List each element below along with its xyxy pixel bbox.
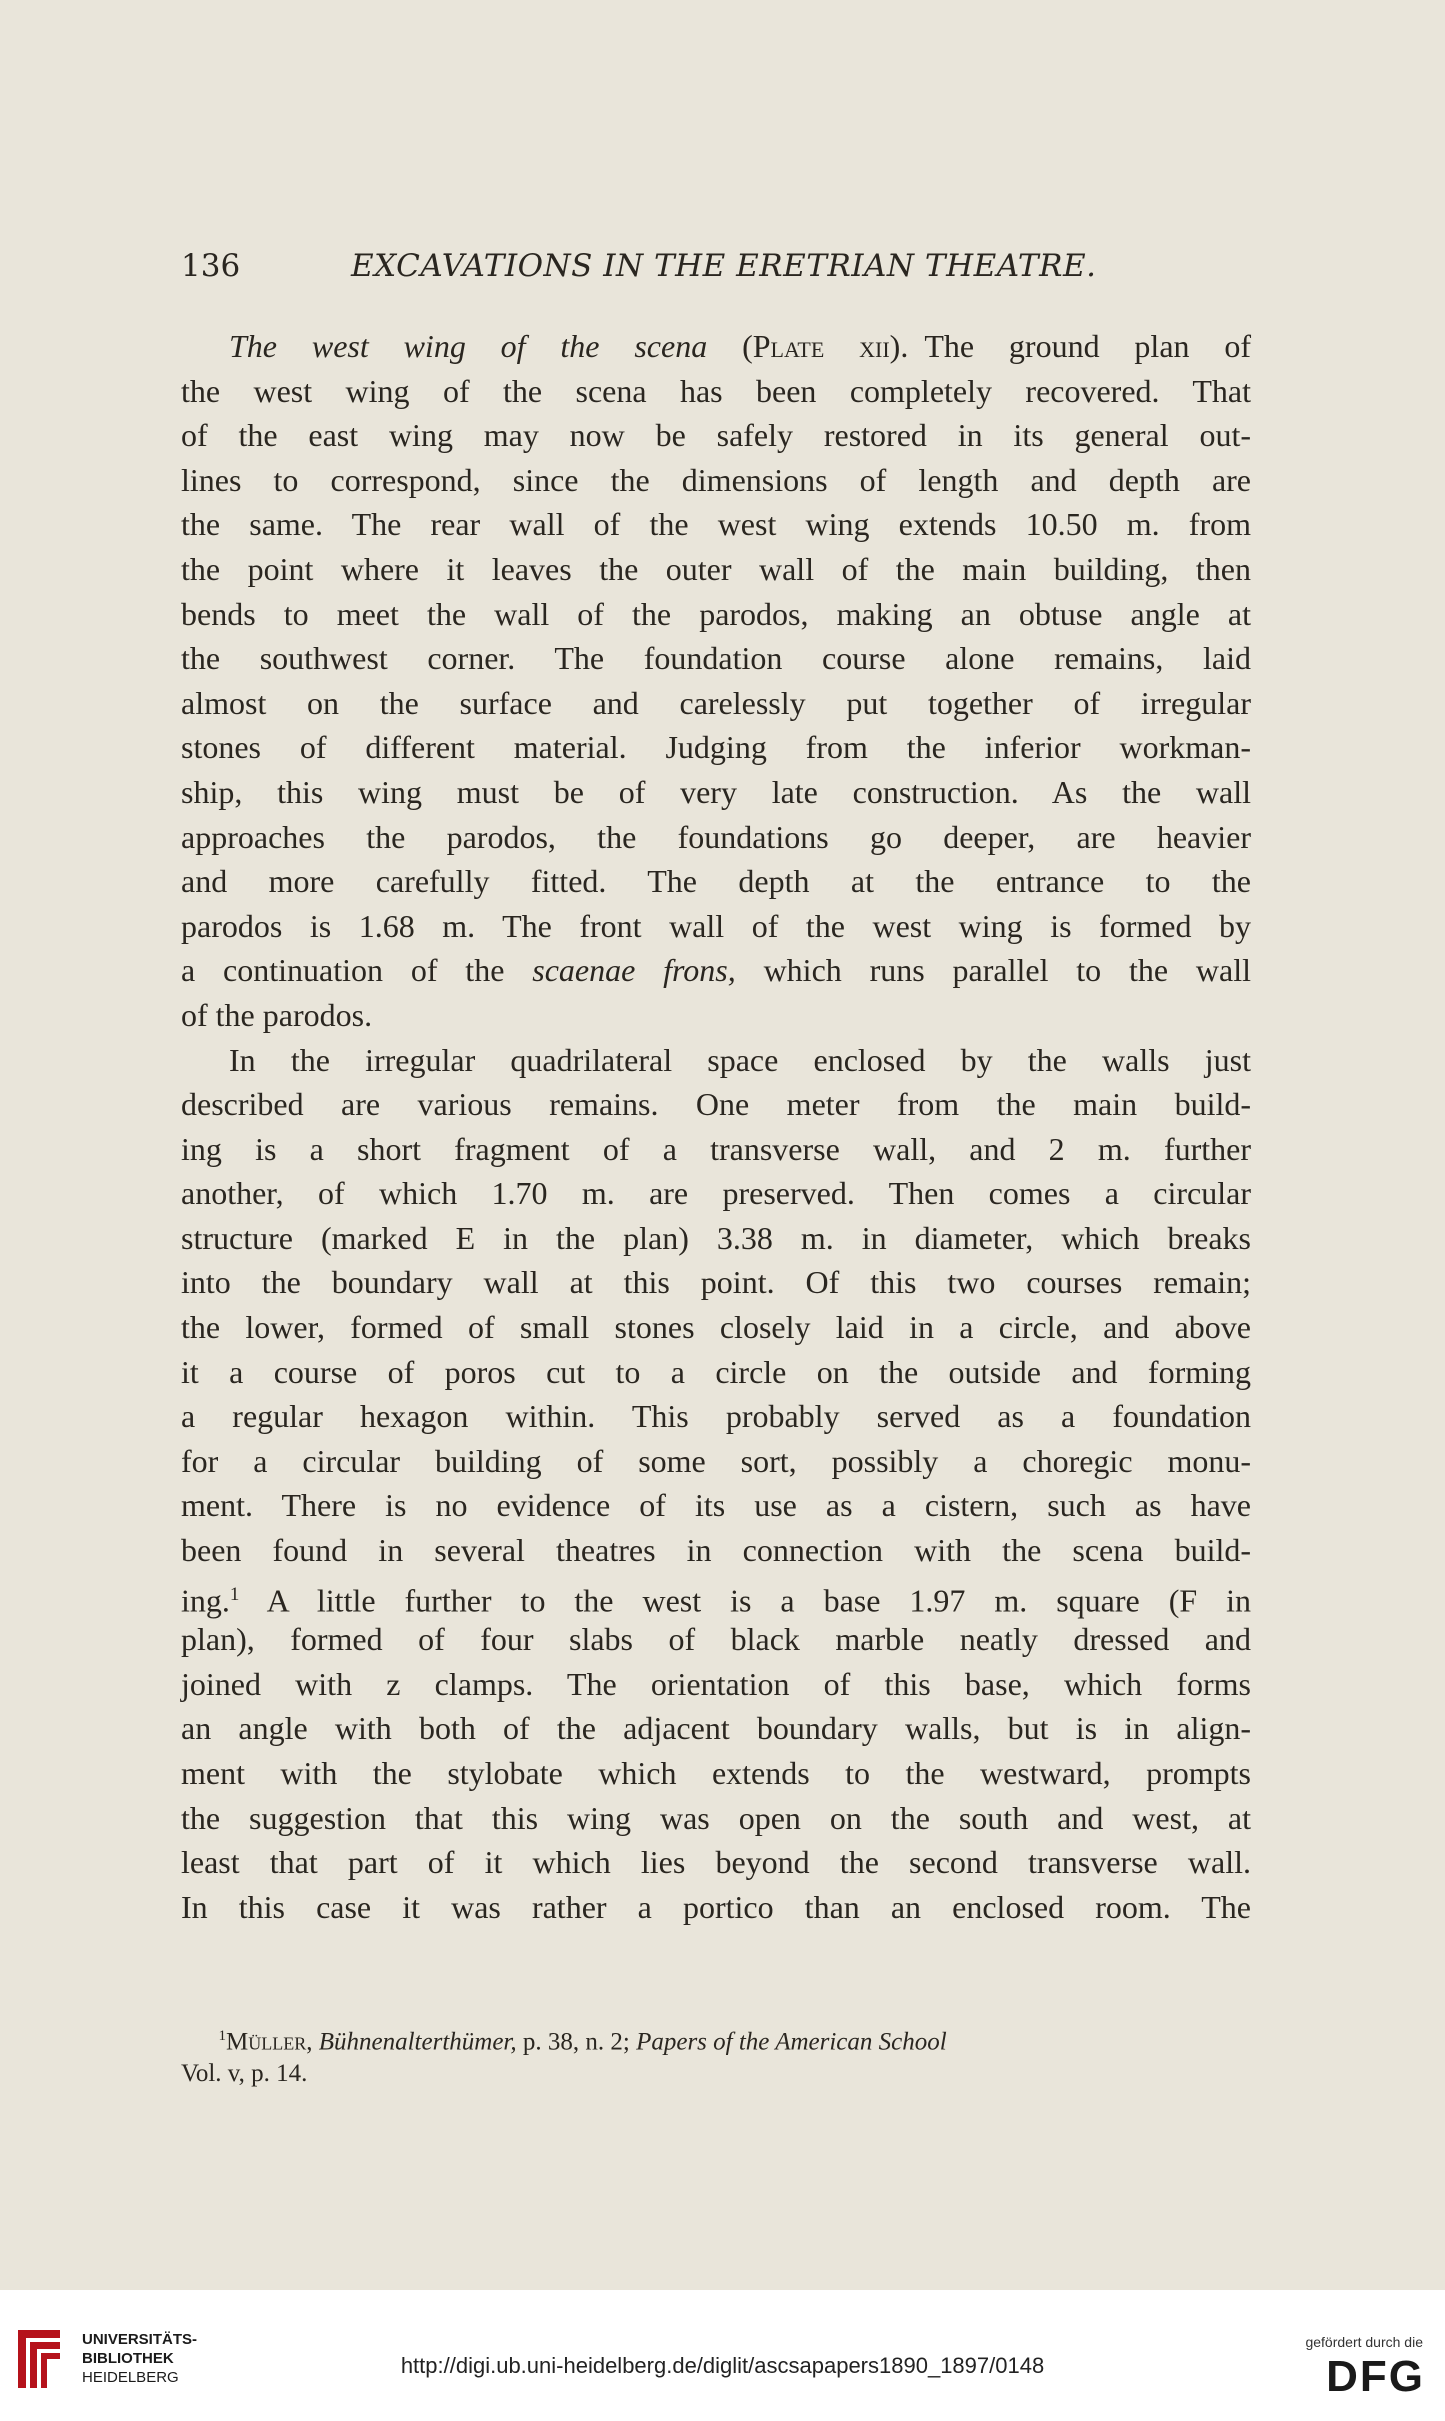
text-line: lines to correspond, since the dimensions of length and depth are [181, 461, 1251, 498]
text-line: ship, this wing must be of very late construction. As the wall [181, 773, 1251, 810]
text-line: joined with z clamps. The orientation of this base, which forms [181, 1665, 1251, 1702]
text-line: a continuation of the scaenae frons, which runs parallel to the wall [181, 952, 1252, 989]
text-line: ment. There is no evidence of its use as a cistern, such as have [181, 1487, 1251, 1524]
plate-reference: (Plate xii). [742, 328, 909, 364]
text-line: been found in several theatres in connection with the scena build- [181, 1532, 1251, 1569]
text-line: an angle with both of the adjacent boundary walls, but is in align- [181, 1710, 1251, 1747]
digitization-footer [0, 2290, 1445, 2421]
text-line: of the east wing may now be safely restored in its general out- [181, 417, 1251, 454]
text-line: a regular hexagon within. This probably served as a foundation [181, 1398, 1251, 1435]
footnote-number: 1 [218, 2028, 226, 2044]
text-line: approaches the parodos, the foundations go deeper, are heavier [181, 818, 1251, 855]
footnote-marker: 1 [229, 1583, 240, 1605]
section-lead: The west wing of the scena [229, 328, 708, 364]
funded-by-label: gefördert durch die [1305, 2334, 1423, 2350]
text-line: and more carefully fitted. The depth at the entrance to the [181, 863, 1251, 900]
footnote-author: Müller, [226, 2028, 313, 2056]
text-line: bends to meet the wall of the parodos, making an obtuse angle at [181, 595, 1251, 632]
text-line: it a course of poros cut to a circle on the outside and forming [181, 1353, 1251, 1390]
text-line: least that part of it which lies beyond the second transverse wall. [181, 1844, 1251, 1881]
footnote-work: Bühnenalterthümer, [318, 2028, 517, 2056]
text-line: another, of which 1.70 m. are preserved. Then comes a circular [181, 1175, 1251, 1212]
permalink[interactable]: http://digi.ub.uni-heidelberg.de/diglit/ascsapapers1890_1897/0148 [400, 2353, 1045, 2378]
paragraph-west-wing [181, 324, 1251, 1038]
text-line: ing.$^1$ A little further to the west is a base 1.97 m. square (F in [181, 1582, 1251, 1619]
text-line: In the irregular quadrilateral space enclosed by the walls just [229, 1041, 1251, 1078]
paragraph-quadrilateral [181, 1038, 1251, 1930]
text-line: the point where it leaves the outer wall of the main building, then [181, 550, 1251, 587]
text-line: into the boundary wall at this point. Of this two courses remain; [181, 1264, 1251, 1301]
footnote [181, 2020, 1251, 2090]
text-line: for a circular building of some sort, possibly a choregic monu- [181, 1442, 1251, 1479]
running-title: EXCAVATIONS IN THE ERETRIAN THEATRE. [351, 248, 1097, 284]
text-line: the same. The rear wall of the west wing extends 10.50 m. from [181, 506, 1251, 543]
text-line: The west wing of the scena (Plate xii). The ground plan of [229, 328, 1252, 364]
text-line: ment with the stylobate which extends to the westward, prompts [181, 1755, 1251, 1791]
text-line: the west wing of the scena has been completely recovered. That [181, 372, 1251, 409]
footnote-line [181, 2020, 1251, 2058]
text-line: the lower, formed of small stones closely laid in a circle, and above [181, 1309, 1251, 1346]
text-line: the suggestion that this wing was open on the south and west, at [181, 1799, 1251, 1836]
text-line: parodos is 1.68 m. The front wall of the west wing is formed by [181, 907, 1251, 944]
text-line: almost on the surface and carelessly put together of irregular [181, 684, 1251, 721]
text-line: the southwest corner. The foundation course alone remains, laid [181, 640, 1251, 677]
library-name: UNIVERSITÄTS- BIBLIOTHEK HEIDELBERG [82, 2331, 198, 2386]
dfg-logo: DFG [1326, 2352, 1425, 2401]
footnote-series: Papers of the American School [636, 2028, 947, 2056]
text-line: structure (marked E in the plan) 3.38 m. in diameter, which breaks [181, 1219, 1251, 1256]
running-header [181, 248, 1251, 296]
body-text [181, 324, 1251, 1929]
scaenae-frons: scaenae frons, [532, 952, 736, 989]
footnote-line: Vol. v, p. 14. [181, 2060, 308, 2088]
text-line: ing is a short fragment of a transverse wall, and 2 m. further [181, 1130, 1251, 1167]
text-line: described are various remains. One meter from the main build- [181, 1086, 1251, 1123]
text-line: plan), formed of four slabs of black marble neatly dressed and [181, 1621, 1251, 1658]
text-line: stones of different material. Judging from the inferior workman- [181, 729, 1251, 766]
page-number: 136 [181, 248, 241, 284]
footnote-ref: p. 38, n. 2; [522, 2028, 630, 2056]
text-line: In this case it was rather a portico than an enclosed room. The [181, 1888, 1251, 1925]
text-line: of the parodos. [181, 996, 373, 1033]
university-library-logo-icon [14, 2326, 64, 2392]
